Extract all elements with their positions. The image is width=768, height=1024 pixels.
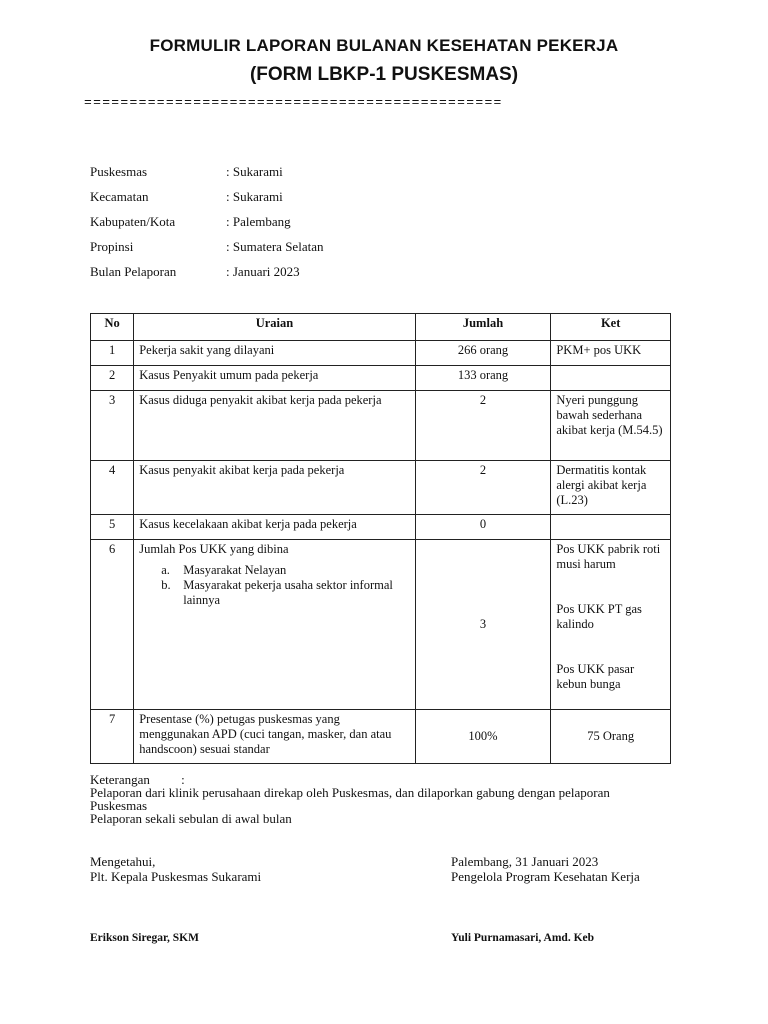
row-jumlah: 3 [415,540,551,710]
ket-item: Pos UKK PT gas kalindo [556,602,642,631]
info-value: : Sukarami [226,189,283,204]
row-uraian: Kasus diduga penyakit akibat kerja pada pekerja [134,391,415,461]
list-marker: b. [161,578,171,592]
info-value: : Sukarami [226,164,283,179]
info-label: Bulan Pelaporan [90,264,177,279]
signature-left-line1: Mengetahui, [90,854,156,869]
row-uraian-cell [134,540,415,710]
list-item [161,563,409,578]
table-row [91,461,671,515]
notes-line: Pelaporan sekali sebulan di awal bulan [90,811,292,826]
list-text: Masyarakat pekerja usaha sektor informal lainnya [183,578,393,607]
row-jumlah: 133 orang [415,366,551,391]
row-ket [551,515,671,540]
info-label: Kecamatan [90,189,149,204]
row-jumlah: 2 [415,391,551,461]
table-row [91,710,671,764]
notes-line: Pelaporan dari klinik perusahaan direkap oleh Puskesmas, dan dilaporkan gabung dengan pelaporan [90,785,610,800]
ket-item: Pos UKK pabrik roti musi harum [556,542,661,571]
signature-right [451,854,640,884]
row-ket: Dermatitis kontak alergi akibat kerja (L.23) [551,461,671,515]
form-subtitle: (FORM LBKP-1 PUSKESMAS) [249,64,519,85]
row-no: 5 [91,515,134,540]
info-label: Kabupaten/Kota [90,214,176,229]
header-uraian: Uraian [134,314,415,341]
signature-left-line2: Plt. Kepala Puskesmas Sukarami [90,869,262,884]
info-label: Propinsi [90,239,134,254]
notes-label: Keterangan [90,772,150,787]
row-no: 2 [91,366,134,391]
signature-left [90,854,261,884]
table-row [91,341,671,366]
notes-colon: : [181,772,185,787]
table-row [91,515,671,540]
table-row [91,540,671,710]
list-text: Masyarakat Nelayan [183,563,287,577]
row-no: 1 [91,341,134,366]
row-uraian: Kasus penyakit akibat kerja pada pekerja [134,461,415,515]
row-jumlah: 2 [415,461,551,515]
signature-right-line2: Pengelola Program Kesehatan Kerja [451,869,640,884]
row-ket: Nyeri punggung bawah sederhana akibat kerja (M.54.5) [551,391,671,461]
report-table [90,313,671,764]
row-no: 6 [91,540,134,710]
row-jumlah: 100% [415,710,551,764]
notes-line: Puskesmas [90,798,148,813]
row-no: 4 [91,461,134,515]
row-jumlah: 0 [415,515,551,540]
ket-item: Pos UKK pasar kebun bunga [556,662,635,691]
notes-block [90,773,690,825]
info-label: Puskesmas [90,164,148,179]
info-value: : Januari 2023 [226,264,300,279]
row-uraian: Pekerja sakit yang dilayani [134,341,415,366]
form-title: FORMULIR LAPORAN BULANAN KESEHATAN PEKERJA [149,36,619,55]
table-row [91,391,671,461]
row-ket-cell [551,540,671,710]
table-header-row [91,314,671,341]
row-ket: PKM+ pos UKK [551,341,671,366]
header-jumlah: Jumlah [415,314,551,341]
row-uraian: Kasus Penyakit umum pada pekerja [134,366,415,391]
info-value: : Sumatera Selatan [226,239,324,254]
row-ket [551,366,671,391]
signer-left-name: Erikson Siregar, SKM [90,932,199,944]
info-value: : Palembang [226,214,291,229]
header-ket: Ket [551,314,671,341]
row-uraian: Jumlah Pos UKK yang dibina [139,542,289,556]
row-no: 7 [91,710,134,764]
list-marker: a. [161,563,170,577]
row-uraian: Kasus kecelakaan akibat kerja pada pekerja [134,515,415,540]
row-jumlah: 266 orang [415,341,551,366]
list-item [161,578,409,608]
row-ket: 75 Orang [551,710,671,764]
sub-list [161,563,409,608]
signer-right-name: Yuli Purnamasari, Amd. Keb [451,932,595,944]
header-no: No [91,314,134,341]
table-row [91,366,671,391]
signature-right-line1: Palembang, 31 Januari 2023 [451,854,599,869]
row-no: 3 [91,391,134,461]
row-uraian: Presentase (%) petugas puskesmas yang menggunakan APD (cuci tangan, masker, dan atau handscoon) sesuai standar [134,710,415,764]
double-rule-divider: ============================================== [84,95,503,110]
